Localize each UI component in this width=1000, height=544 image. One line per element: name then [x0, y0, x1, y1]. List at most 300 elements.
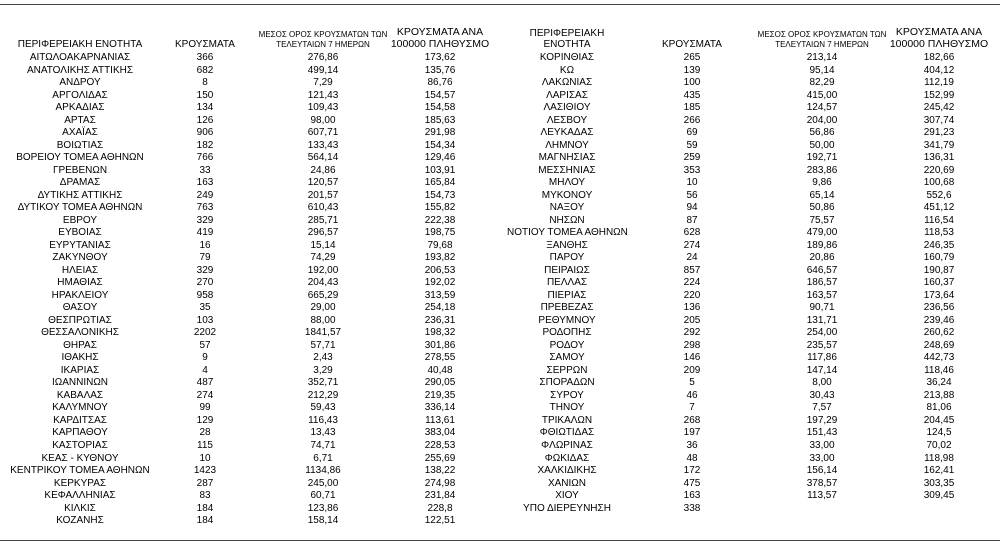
- cell-avg7: 607,71: [307, 127, 339, 139]
- cell-per100k: 185,63: [424, 114, 456, 126]
- table-row: [507, 290, 1000, 303]
- cell-cases: 7: [689, 402, 695, 414]
- cell-cases: 766: [196, 152, 214, 164]
- cell-per100k: 239,46: [923, 314, 955, 326]
- cell-per100k: 213,88: [923, 389, 955, 401]
- cell-region: ΡΟΔΟΠΗΣ: [542, 327, 592, 339]
- cell-region: ΛΑΡΙΣΑΣ: [546, 89, 588, 101]
- cell-region: ΠΕΙΡΑΙΩΣ: [544, 264, 590, 276]
- cell-per100k: 552,6: [926, 189, 952, 201]
- cell-avg7: 33,00: [809, 439, 835, 451]
- cell-per100k: 70,02: [926, 439, 952, 451]
- cell-cases: 83: [199, 490, 211, 502]
- cell-avg7: 1134,86: [305, 465, 341, 477]
- cell-region: ΗΛΕΙΑΣ: [61, 264, 99, 276]
- cell-per100k: 303,35: [923, 477, 955, 489]
- table-row: [507, 377, 1000, 390]
- right-table: [507, 0, 1000, 515]
- cell-cases: 366: [196, 52, 214, 63]
- cell-per100k: 116,54: [924, 214, 954, 226]
- table-row: [507, 315, 1000, 328]
- cell-per100k: 219,35: [424, 389, 456, 401]
- cell-region: ΕΒΡΟΥ: [62, 214, 98, 226]
- cell-cases: 628: [683, 227, 701, 239]
- cell-avg7: 59,43: [310, 402, 336, 414]
- cell-per100k: 307,74: [923, 114, 955, 126]
- cell-per100k: 173,62: [424, 52, 456, 63]
- cell-region: ΒΟΙΩΤΙΑΣ: [56, 139, 104, 151]
- left-table-body: [0, 52, 500, 528]
- cell-avg7: 204,43: [307, 277, 339, 289]
- cell-per100k: 383,04: [424, 427, 456, 439]
- cell-avg7: 20,86: [809, 252, 835, 264]
- cell-per100k: 278,55: [424, 352, 456, 364]
- cell-per100k: 182,66: [923, 52, 955, 63]
- cell-region: ΚΕΦΑΛΛΗΝΙΑΣ: [44, 490, 116, 502]
- cell-per100k: 220,69: [923, 164, 955, 176]
- table-row: [0, 290, 500, 303]
- cell-region: ΧΑΝΙΩΝ: [547, 477, 587, 489]
- cell-region: ΤΡΙΚΑΛΩΝ: [541, 414, 593, 426]
- table-row: [0, 515, 500, 528]
- cell-region: ΣΥΡΟΥ: [550, 389, 584, 401]
- cell-avg7: 254,00: [806, 327, 838, 339]
- header-avg7: ΜΕΣΟΣ ΟΡΟΣ ΚΡΟΥΣΜΑΤΩΝ ΤΩΝ ΤΕΛΕΥΤΑΙΩΝ 7 ΗΜΕΡΩΝ: [258, 30, 388, 49]
- cell-cases: 46: [686, 389, 698, 401]
- cell-cases: 265: [683, 52, 701, 63]
- table-row: [0, 140, 500, 153]
- cell-avg7: 213,14: [806, 52, 838, 63]
- table-row: [507, 65, 1000, 78]
- table-row: [507, 265, 1000, 278]
- cell-cases: 150: [196, 89, 214, 101]
- cell-region: ΙΘΑΚΗΣ: [61, 352, 99, 364]
- cell-per100k: 228,53: [424, 439, 456, 451]
- cell-per100k: 206,53: [424, 264, 456, 276]
- cell-avg7: 13,43: [310, 427, 336, 439]
- cell-region: ΜΑΓΝΗΣΙΑΣ: [538, 152, 596, 164]
- cell-region: ΦΛΩΡΙΝΑΣ: [541, 439, 593, 451]
- header-region: ΠΕΡΙΦΕΡΕΙΑΚΗ ΕΝΟΤΗΤΑ: [17, 39, 143, 50]
- cell-avg7: 65,14: [809, 189, 835, 201]
- cell-per100k: 152,99: [923, 89, 955, 101]
- cell-cases: 353: [683, 164, 701, 176]
- cell-cases: 329: [196, 264, 214, 276]
- table-row: [0, 115, 500, 128]
- cell-avg7: 98,00: [310, 114, 336, 126]
- cell-avg7: 7,29: [313, 77, 333, 89]
- cell-cases: 182: [196, 139, 214, 151]
- cell-region: ΙΩΑΝΝΙΝΩΝ: [51, 377, 109, 389]
- cell-cases: 197: [683, 427, 701, 439]
- cell-per100k: 236,56: [923, 302, 955, 314]
- cell-region: ΘΑΣΟΥ: [62, 302, 98, 314]
- cell-region: ΛΕΣΒΟΥ: [546, 114, 588, 126]
- table-row: [0, 177, 500, 190]
- cell-region: ΠΕΛΛΑΣ: [546, 277, 588, 289]
- cell-per100k: 160,79: [923, 252, 955, 264]
- table-row: [0, 490, 500, 503]
- cell-region: ΒΟΡΕΙΟΥ ΤΟΜΕΑ ΑΘΗΝΩΝ: [16, 152, 144, 164]
- bottom-rule: [0, 540, 1000, 541]
- table-row: [0, 202, 500, 215]
- cell-avg7: 95,14: [809, 64, 835, 76]
- cell-cases: 35: [199, 302, 211, 314]
- cell-region: ΚΑΣΤΟΡΙΑΣ: [52, 439, 108, 451]
- cell-avg7: 123,86: [307, 502, 339, 514]
- cell-per100k: 135,76: [424, 64, 456, 76]
- table-row: [507, 302, 1000, 315]
- top-rule: [0, 4, 1000, 5]
- cell-per100k: 118,46: [924, 364, 954, 376]
- cell-region: ΑΡΤΑΣ: [64, 114, 96, 126]
- cell-region: ΓΡΕΒΕΝΩΝ: [52, 164, 108, 176]
- cell-per100k: 198,75: [424, 227, 456, 239]
- table-row: [507, 115, 1000, 128]
- table-row: [507, 102, 1000, 115]
- cell-cases: 958: [196, 289, 214, 301]
- cell-cases: 103: [196, 314, 214, 326]
- cell-region: ΑΡΓΟΛΙΔΑΣ: [52, 89, 108, 101]
- cell-region: ΣΠΟΡΑΔΩΝ: [539, 377, 595, 389]
- cell-per100k: 274,98: [424, 477, 456, 489]
- cell-region: ΛΑΚΩΝΙΑΣ: [541, 77, 593, 89]
- cell-region: ΘΕΣΠΡΩΤΙΑΣ: [48, 314, 112, 326]
- cell-avg7: 564,14: [307, 152, 339, 164]
- cell-avg7: 212,29: [307, 389, 339, 401]
- cell-cases: 16: [199, 239, 211, 251]
- cell-avg7: 147,14: [806, 364, 838, 376]
- cell-cases: 146: [683, 352, 701, 364]
- cell-region: ΑΙΤΩΛΟΑΚΑΡΝΑΝΙΑΣ: [29, 52, 131, 63]
- table-row: [507, 77, 1000, 90]
- table-row: [0, 90, 500, 103]
- cell-avg7: 1841,57: [304, 327, 342, 339]
- cell-cases: 1423: [193, 465, 217, 477]
- cell-region: ΛΕΥΚΑΔΑΣ: [540, 127, 594, 139]
- cell-avg7: 197,29: [806, 414, 838, 426]
- cell-per100k: 79,68: [427, 239, 453, 251]
- cell-per100k: 103,91: [424, 164, 456, 176]
- cell-avg7: 283,86: [806, 164, 838, 176]
- table-row: [0, 65, 500, 78]
- table-row: [507, 277, 1000, 290]
- cell-cases: 139: [683, 64, 701, 76]
- cell-cases: 5: [689, 377, 695, 389]
- table-row: [507, 190, 1000, 203]
- table-row: [507, 365, 1000, 378]
- cell-per100k: 138,22: [424, 465, 456, 477]
- cell-per100k: 122,51: [424, 515, 456, 527]
- cell-avg7: 151,43: [806, 427, 838, 439]
- cell-region: ΧΙΟΥ: [555, 490, 579, 502]
- cell-region: ΖΑΚΥΝΘΟΥ: [52, 252, 108, 264]
- cell-cases: 94: [686, 202, 698, 214]
- cell-region: ΚΑΛΥΜΝΟΥ: [52, 402, 108, 414]
- table-row: [0, 265, 500, 278]
- cell-per100k: 336,14: [424, 402, 456, 414]
- cell-avg7: 610,43: [307, 202, 339, 214]
- cell-region: ΣΕΡΡΩΝ: [546, 364, 588, 376]
- cell-per100k: 190,87: [923, 264, 955, 276]
- table-row: [507, 227, 1000, 240]
- cell-avg7: 158,14: [307, 515, 339, 527]
- cell-region: ΚΑΡΔΙΤΣΑΣ: [53, 414, 107, 426]
- cell-region: ΠΑΡΟΥ: [549, 252, 585, 264]
- table-row: [507, 440, 1000, 453]
- cell-cases: 36: [686, 439, 698, 451]
- cell-cases: 99: [199, 402, 211, 414]
- cell-region: ΚΕΝΤΡΙΚΟΥ ΤΟΜΕΑ ΑΘΗΝΩΝ: [10, 465, 150, 477]
- cell-avg7: 50,86: [809, 202, 835, 214]
- cell-avg7: 131,71: [806, 314, 838, 326]
- cell-per100k: 113,61: [425, 414, 455, 426]
- cell-cases: 259: [683, 152, 701, 164]
- cell-region: ΘΗΡΑΣ: [63, 339, 97, 351]
- cell-cases: 2202: [193, 327, 217, 339]
- cell-per100k: 81,06: [926, 402, 952, 414]
- cell-per100k: 155,82: [424, 202, 456, 214]
- table-row: [507, 415, 1000, 428]
- cell-cases: 79: [199, 252, 211, 264]
- cell-per100k: 160,37: [923, 277, 955, 289]
- cell-region: ΡΕΘΥΜΝΟΥ: [538, 314, 596, 326]
- cell-cases: 220: [683, 289, 701, 301]
- cell-avg7: 186,57: [806, 277, 838, 289]
- cell-cases: 8: [202, 77, 208, 89]
- cell-per100k: 451,12: [923, 202, 955, 214]
- cell-avg7: 56,86: [809, 127, 835, 139]
- table-row: [0, 440, 500, 453]
- cell-cases: 249: [196, 189, 214, 201]
- cell-per100k: 442,73: [923, 352, 955, 364]
- cell-avg7: 90,71: [809, 302, 835, 314]
- cell-per100k: 404,12: [923, 64, 955, 76]
- cell-region: ΔΥΤΙΚΟΥ ΤΟΜΕΑ ΑΘΗΝΩΝ: [17, 202, 143, 214]
- cell-region: ΦΘΙΩΤΙΔΑΣ: [539, 427, 595, 439]
- cell-cases: 487: [196, 377, 214, 389]
- cell-region: ΔΡΑΜΑΣ: [59, 177, 101, 189]
- cell-avg7: 163,57: [806, 289, 838, 301]
- cell-avg7: 88,00: [310, 314, 336, 326]
- cell-avg7: 479,00: [806, 227, 838, 239]
- table-row: [0, 302, 500, 315]
- cell-per100k: 154,34: [424, 139, 456, 151]
- table-row: [0, 478, 500, 491]
- cell-region: ΛΗΜΝΟΥ: [545, 139, 589, 151]
- cell-region: ΠΡΕΒΕΖΑΣ: [540, 302, 594, 314]
- table-row: [507, 490, 1000, 503]
- cell-cases: 184: [196, 515, 214, 527]
- table-row: [507, 327, 1000, 340]
- cell-cases: 185: [683, 102, 701, 114]
- table-row: [0, 77, 500, 90]
- cell-avg7: 235,57: [806, 339, 838, 351]
- cell-per100k: 228,8: [427, 502, 453, 514]
- cell-region: ΝΟΤΙΟΥ ΤΟΜΕΑ ΑΘΗΝΩΝ: [507, 227, 628, 239]
- cell-region: ΘΕΣΣΑΛΟΝΙΚΗΣ: [41, 327, 119, 339]
- table-row: [507, 390, 1000, 403]
- header-cases: ΚΡΟΥΣΜΑΤΑ: [175, 39, 235, 50]
- cell-region: ΗΡΑΚΛΕΙΟΥ: [51, 289, 109, 301]
- cell-avg7: 276,86: [307, 52, 339, 63]
- left-table: [0, 0, 500, 528]
- cell-region: ΑΡΚΑΔΙΑΣ: [55, 102, 105, 114]
- cell-per100k: 86,76: [427, 77, 453, 89]
- cell-region: ΙΚΑΡΙΑΣ: [60, 364, 100, 376]
- cell-cases: 33: [199, 164, 211, 176]
- table-row: [0, 365, 500, 378]
- table-row: [507, 503, 1000, 516]
- cell-region: ΡΟΔΟΥ: [549, 339, 585, 351]
- cell-cases: 475: [683, 477, 701, 489]
- table-row: [0, 52, 500, 65]
- cell-avg7: 189,86: [806, 239, 838, 251]
- cell-per100k: 313,59: [424, 289, 456, 301]
- cell-cases: 10: [686, 177, 698, 189]
- table-row: [507, 340, 1000, 353]
- cell-per100k: 118,98: [924, 452, 954, 464]
- cell-per100k: 36,24: [926, 377, 952, 389]
- table-row: [0, 453, 500, 466]
- cell-region: ΛΑΣΙΘΙΟΥ: [543, 102, 591, 114]
- cell-avg7: 665,29: [307, 289, 339, 301]
- cell-region: ΚΕΑΣ - ΚΥΘΝΟΥ: [41, 452, 119, 464]
- cell-region: ΚΟΡΙΝΘΙΑΣ: [539, 52, 595, 63]
- table-row: [0, 190, 500, 203]
- table-row: [0, 165, 500, 178]
- table-row: [0, 252, 500, 265]
- cell-per100k: 246,35: [923, 239, 955, 251]
- cell-avg7: 192,00: [307, 264, 339, 276]
- cell-avg7: 75,57: [809, 214, 835, 226]
- cell-avg7: 121,43: [307, 89, 339, 101]
- cell-per100k: 162,41: [923, 465, 955, 477]
- cell-cases: 9: [202, 352, 208, 364]
- table-row: [507, 352, 1000, 365]
- cell-avg7: 8,00: [812, 377, 832, 389]
- cell-avg7: 7,57: [812, 402, 832, 414]
- table-row: [0, 240, 500, 253]
- cell-cases: 48: [686, 452, 698, 464]
- cell-avg7: 120,57: [307, 177, 339, 189]
- right-table-header: [507, 0, 1000, 52]
- cell-cases: 100: [683, 77, 701, 89]
- table-row: [0, 277, 500, 290]
- cell-avg7: 57,71: [310, 339, 336, 351]
- cell-avg7: 285,71: [307, 214, 339, 226]
- cell-avg7: 156,14: [806, 465, 838, 477]
- cell-avg7: 378,57: [806, 477, 838, 489]
- table-row: [507, 127, 1000, 140]
- cell-region: ΑΧΑΪΑΣ: [62, 127, 98, 139]
- table-row: [507, 252, 1000, 265]
- cell-per100k: 341,79: [923, 139, 955, 151]
- cell-region: ΞΑΝΘΗΣ: [546, 239, 588, 251]
- cell-cases: 435: [683, 89, 701, 101]
- cell-avg7: 6,71: [313, 452, 333, 464]
- cell-per100k: 290,05: [424, 377, 456, 389]
- cell-region: ΝΑΞΟΥ: [549, 202, 585, 214]
- cell-per100k: 154,57: [424, 89, 456, 101]
- cell-region: ΚΑΒΑΛΑΣ: [56, 389, 104, 401]
- cell-cases: 224: [683, 277, 701, 289]
- cell-avg7: 646,57: [806, 264, 838, 276]
- cell-avg7: 82,29: [809, 77, 835, 89]
- table-row: [0, 503, 500, 516]
- cell-avg7: 201,57: [307, 189, 339, 201]
- table-row: [507, 427, 1000, 440]
- cell-avg7: 245,00: [307, 477, 339, 489]
- cell-avg7: 3,29: [313, 364, 333, 376]
- cell-cases: 59: [686, 139, 698, 151]
- cell-per100k: 100,68: [923, 177, 955, 189]
- table-row: [0, 465, 500, 478]
- cell-region: ΚΑΡΠΑΘΟΥ: [52, 427, 108, 439]
- cell-per100k: 124,5: [926, 427, 952, 439]
- cell-region: ΚΙΛΚΙΣ: [64, 502, 96, 514]
- cell-avg7: 124,57: [806, 102, 838, 114]
- cell-region: ΥΠΟ ΔΙΕΡΕΥΝΗΣΗ: [523, 502, 611, 514]
- cell-per100k: 222,38: [424, 214, 456, 226]
- cell-cases: 274: [683, 239, 701, 251]
- cell-per100k: 260,62: [923, 327, 955, 339]
- cell-avg7: 24,86: [310, 164, 336, 176]
- cell-cases: 184: [196, 502, 214, 514]
- cell-region: ΠΙΕΡΙΑΣ: [547, 289, 587, 301]
- cell-cases: 857: [683, 264, 701, 276]
- table-row: [0, 352, 500, 365]
- cell-per100k: 291,23: [923, 127, 955, 139]
- cell-region: ΝΗΣΩΝ: [549, 214, 585, 226]
- cell-avg7: 74,29: [310, 252, 336, 264]
- cell-per100k: 112,19: [924, 77, 954, 89]
- cell-region: ΑΝΔΡΟΥ: [59, 77, 101, 89]
- cell-per100k: 129,46: [424, 152, 456, 164]
- cell-region: ΔΥΤΙΚΗΣ ΑΤΤΙΚΗΣ: [37, 189, 123, 201]
- table-row: [507, 202, 1000, 215]
- cell-avg7: 2,43: [313, 352, 333, 364]
- table-row: [507, 240, 1000, 253]
- cell-avg7: 296,57: [307, 227, 339, 239]
- cell-per100k: 154,58: [424, 102, 456, 114]
- cell-per100k: 301,86: [424, 339, 456, 351]
- cell-cases: 172: [683, 465, 701, 477]
- cell-per100k: 245,42: [923, 102, 955, 114]
- right-table-body: [507, 52, 1000, 515]
- cell-cases: 763: [196, 202, 214, 214]
- cell-per100k: 255,69: [424, 452, 456, 464]
- cell-cases: 274: [196, 389, 214, 401]
- table-row: [0, 390, 500, 403]
- cell-region: ΚΟΖΑΝΗΣ: [56, 515, 104, 527]
- cell-per100k: 136,31: [923, 152, 955, 164]
- cell-per100k: 118,53: [924, 227, 954, 239]
- table-row: [0, 315, 500, 328]
- cell-avg7: 192,71: [806, 152, 838, 164]
- cell-avg7: 50,00: [809, 139, 835, 151]
- table-row: [0, 102, 500, 115]
- table-row: [507, 402, 1000, 415]
- cell-avg7: 33,00: [809, 452, 835, 464]
- table-row: [0, 327, 500, 340]
- cell-cases: 682: [196, 64, 214, 76]
- table-row: [0, 415, 500, 428]
- cell-per100k: 173,64: [923, 289, 955, 301]
- table-row: [507, 90, 1000, 103]
- header-per100k: ΚΡΟΥΣΜΑΤΑ ΑΝΑ 100000 ΠΛΗΘΥΣΜΟ: [390, 26, 490, 50]
- cell-per100k: 204,45: [923, 414, 955, 426]
